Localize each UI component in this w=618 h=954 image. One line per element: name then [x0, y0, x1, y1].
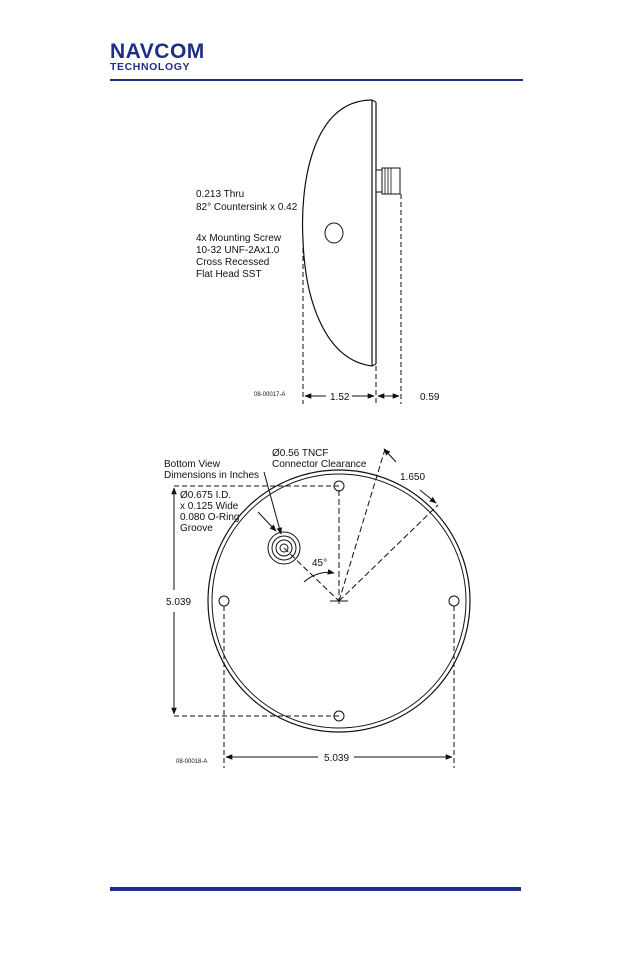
tnc-connector [376, 168, 400, 194]
screw-callout-line1: 4x Mounting Screw [196, 233, 282, 244]
bottom-view [164, 446, 470, 768]
mounting-hole [325, 223, 343, 243]
dim-connector-label: 0.59 [420, 392, 440, 403]
oring-callout-line4: Groove [180, 523, 213, 534]
screw-callout-line3: Cross Recessed [196, 257, 270, 268]
oring-callout-line1: Ø0.675 I.D. [180, 490, 232, 501]
oring-callout-line3: 0.080 O-Ring [180, 512, 240, 523]
side-view-drawing-id: 08-00017-A [254, 392, 286, 398]
side-view [196, 100, 440, 404]
hole-callout-line2: 82° Countersink x 0.42 [196, 202, 298, 213]
dim-height-label: 5.039 [166, 597, 192, 608]
screw-callout-line4: Flat Head SST [196, 269, 262, 280]
dim-depth-label: 1.52 [330, 392, 350, 403]
mounting-hole-right [449, 596, 459, 606]
logo-subtitle: TECHNOLOGY [110, 61, 191, 73]
connector-callout-line2: Connector Clearance [272, 459, 367, 470]
oring-callout-line2: x 0.125 Wide [180, 501, 239, 512]
view-label-line2: Dimensions in Inches [164, 470, 260, 481]
dome-profile [303, 100, 372, 366]
logo-wordmark: NAVCOM [110, 40, 205, 63]
dim-width-label: 5.039 [324, 753, 350, 764]
bottom-view-drawing-id: 08-00018-A [176, 759, 208, 765]
mounting-hole-left [219, 596, 229, 606]
screw-callout-line2: 10-32 UNF-2Ax1.0 [196, 245, 280, 256]
hole-callout-line1: 0.213 Thru [196, 189, 245, 200]
dim-angle-label: 45° [312, 558, 328, 569]
connector-callout-line1: Ø0.56 TNCF [272, 448, 329, 459]
footer-rule [110, 887, 521, 891]
view-label-line1: Bottom View [164, 459, 220, 470]
dim-diagonal-label: 1.650 [400, 472, 426, 483]
